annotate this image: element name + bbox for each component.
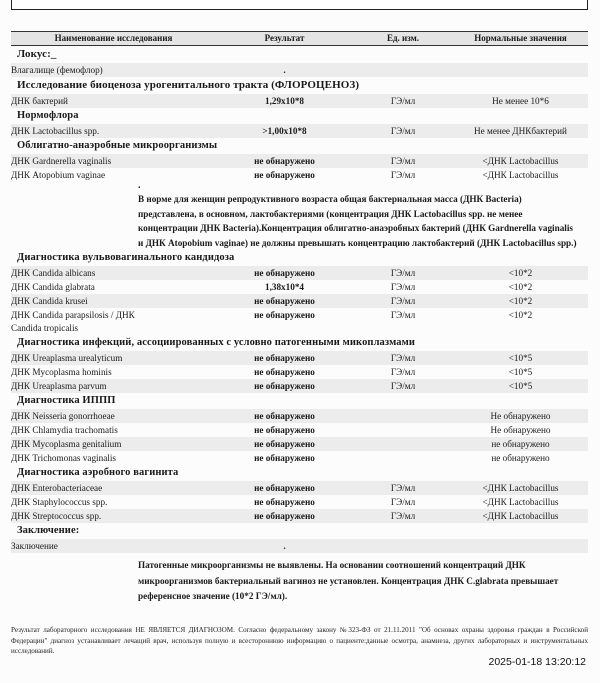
locus-row — [11, 63, 588, 77]
conclusion-row — [11, 539, 588, 553]
row-result: не обнаружено — [254, 170, 315, 180]
row-name-continuation: Candida tropicalis — [11, 323, 79, 333]
row-norm: <10*2 — [508, 310, 533, 320]
table-row — [11, 308, 588, 322]
row-unit: ГЭ/мл — [390, 483, 416, 493]
col-name-header: Наименование исследования — [54, 33, 173, 43]
previous-block-frame — [11, 0, 588, 10]
row-result: 1,38x10*4 — [264, 282, 305, 292]
row-name: ДНК Candida glabrata — [11, 282, 95, 292]
locus-value: . — [283, 65, 286, 75]
row-norm: <10*5 — [508, 381, 533, 391]
section-anaerobes: Облигатно-анаэробные микроорганизмы — [17, 140, 218, 151]
section-candida: Диагностика вульвовагинального кандидоза — [17, 252, 235, 263]
row-result: не обнаружено — [254, 511, 315, 521]
row-norm: <ДНК Lactobacillus — [482, 511, 559, 521]
row-unit: ГЭ/мл — [390, 353, 416, 363]
row-name: ДНК Candida albicans — [11, 268, 96, 278]
row-result: не обнаружено — [254, 367, 315, 377]
row-result: не обнаружено — [254, 296, 315, 306]
row-name: ДНК Mycoplasma genitalium — [11, 439, 122, 449]
table-row — [11, 124, 588, 138]
row-norm: Не обнаружено — [490, 411, 551, 421]
row-unit: ГЭ/мл — [390, 367, 416, 377]
row-norm: <10*5 — [508, 353, 533, 363]
row-norm: <ДНК Lactobacillus — [482, 170, 559, 180]
row-norm: <ДНК Lactobacillus — [482, 483, 559, 493]
row-result: не обнаружено — [254, 381, 315, 391]
row-name: ДНК Neisseria gonorrhoeae — [11, 411, 115, 421]
row-result: не обнаружено — [254, 425, 315, 435]
conclusion-text: Патогенные микроорганизмы не выявлены. На основании соотношений концентраций ДНК микроорганизмов бактериальный вагиноз не установлен. Концентрация ДНК C.glabrata превышает референсное значение (10*2 ГЭ/мл). — [138, 560, 559, 601]
table-row — [11, 481, 588, 495]
row-unit — [353, 451, 453, 465]
anaerobes-dot: . — [138, 180, 141, 191]
row-norm: не обнаружено — [491, 453, 550, 463]
row-unit: ГЭ/мл — [390, 511, 416, 521]
locus-title: Локус:_ — [17, 48, 57, 60]
table-row — [11, 379, 588, 393]
row-name: ДНК Gardnerella vaginalis — [11, 156, 112, 166]
row-name: ДНК Lactobacillus spp. — [11, 126, 100, 136]
disclaimer-footer: Результат лабораторного исследования НЕ ЯВЛЯЕТСЯ ДИАГНОЗОМ. Согласно федеральному закону №323-ФЗ от 21.11.2011 "Об основах охраны здоровья граждан в Российской Федерации" диагноз устанавливает лечащий врач, используя полную и всестороннюю информацию о пациенте:данные осмотра, анамнеза, других лабораторных и инструментальных исследований. — [11, 626, 588, 655]
row-result: 1,29x10*8 — [264, 96, 305, 106]
row-result: не обнаружено — [254, 483, 315, 493]
row-norm: <ДНК Lactobacillus — [482, 497, 559, 507]
table-row — [11, 509, 588, 523]
row-result: >1,00x10*8 — [262, 126, 307, 136]
row-unit — [353, 409, 453, 423]
row-name: ДНК бактерий — [11, 96, 68, 106]
section-mycoplasma: Диагностика инфекций, ассоциированных с условно патогенными микоплазмами — [17, 337, 416, 348]
lab-report — [11, 31, 588, 605]
norm-note: В норме для женщин репродуктивного возраста общая бактериальная масса (ДНК Bacteria) представлена, в основном, лактобактериями (концентрация ДНК Lactobacillus spp. не менее концентрации ДНК Bacteria).Концентрация облигатно-анаэробных бактерий (ДНК Gardnerella vaginalis и ДНК Atopobium vaginae) не должны превышать концентрацию лактобактерий (ДНК Lactobacillus spp.) — [138, 194, 577, 248]
row-unit: ГЭ/мл — [390, 96, 416, 106]
conclusion-value: . — [283, 541, 286, 551]
row-result: не обнаружено — [254, 156, 315, 166]
table-row — [11, 294, 588, 308]
col-norm-header: Нормальные значения — [474, 33, 567, 43]
row-result: не обнаружено — [254, 353, 315, 363]
row-norm: Не обнаружено — [490, 425, 551, 435]
row-name: ДНК Enterobacteriaceae — [11, 483, 103, 493]
row-name: ДНК Streptococcus spp. — [11, 511, 102, 521]
row-result: не обнаружено — [254, 439, 315, 449]
row-result: не обнаружено — [254, 411, 315, 421]
table-row — [11, 437, 588, 451]
row-norm: Не менее ДНКбактерий — [474, 126, 567, 136]
row-result: не обнаружено — [254, 310, 315, 320]
locus-name: Влагалище (фемофлор) — [11, 65, 103, 75]
row-unit — [353, 423, 453, 437]
row-norm: <10*2 — [508, 282, 533, 292]
section-normoflora: Нормофлора — [17, 110, 79, 121]
row-name: ДНК Ureaplasma parvum — [11, 381, 107, 391]
table-row — [11, 365, 588, 379]
table-row — [11, 154, 588, 168]
row-unit: ГЭ/мл — [390, 126, 416, 136]
section-aerobic: Диагностика аэробного вагинита — [17, 467, 179, 478]
table-row — [11, 94, 588, 108]
table-row — [11, 168, 588, 182]
table-row — [11, 423, 588, 437]
row-unit: ГЭ/мл — [390, 170, 416, 180]
row-name: ДНК Staphylococcus spp. — [11, 497, 108, 507]
row-unit: ГЭ/мл — [390, 381, 416, 391]
row-name: ДНК Chlamydia trachomatis — [11, 425, 118, 435]
row-name: ДНК Ureaplasma urealyticum — [11, 353, 123, 363]
section-conclusion: Заключение: — [17, 525, 80, 536]
row-norm: не обнаружено — [491, 439, 550, 449]
row-name: ДНК Candida krusei — [11, 296, 88, 306]
row-norm: <10*2 — [508, 296, 533, 306]
table-row — [11, 495, 588, 509]
row-norm: Не менее 10*6 — [492, 96, 549, 106]
row-norm: <ДНК Lactobacillus — [482, 156, 559, 166]
row-name: ДНК Trichomonas vaginalis — [11, 453, 116, 463]
report-timestamp: 2025-01-18 13:20:12 — [488, 656, 586, 668]
row-norm: <10*5 — [508, 367, 533, 377]
table-row — [11, 409, 588, 423]
table-row — [11, 351, 588, 365]
row-name: ДНК Candida parapsilosis / ДНК — [11, 310, 135, 320]
row-unit: ГЭ/мл — [390, 310, 416, 320]
section-biocenosis: Исследование биоценоза урогенитального тракта (ФЛОРОЦЕНОЗ) — [17, 79, 360, 91]
row-name: ДНК Atopobium vaginae — [11, 170, 106, 180]
row-unit: ГЭ/мл — [390, 268, 416, 278]
row-result: не обнаружено — [254, 268, 315, 278]
table-header — [11, 31, 588, 46]
row-unit: ГЭ/мл — [390, 156, 416, 166]
row-unit — [353, 437, 453, 451]
row-unit: ГЭ/мл — [390, 497, 416, 507]
row-unit: ГЭ/мл — [390, 296, 416, 306]
row-name: ДНК Mycoplasma hominis — [11, 367, 112, 377]
row-result: не обнаружено — [254, 497, 315, 507]
table-row — [11, 266, 588, 280]
table-row — [11, 451, 588, 465]
col-unit-header: Ед. изм. — [386, 33, 420, 43]
row-result: не обнаружено — [254, 453, 315, 463]
table-row — [11, 280, 588, 294]
section-stis: Диагностика ИППП — [17, 395, 116, 406]
row-unit: ГЭ/мл — [390, 282, 416, 292]
conclusion-name: Заключение — [11, 541, 58, 551]
col-result-header: Результат — [264, 33, 305, 43]
row-norm: <10*2 — [508, 268, 533, 278]
